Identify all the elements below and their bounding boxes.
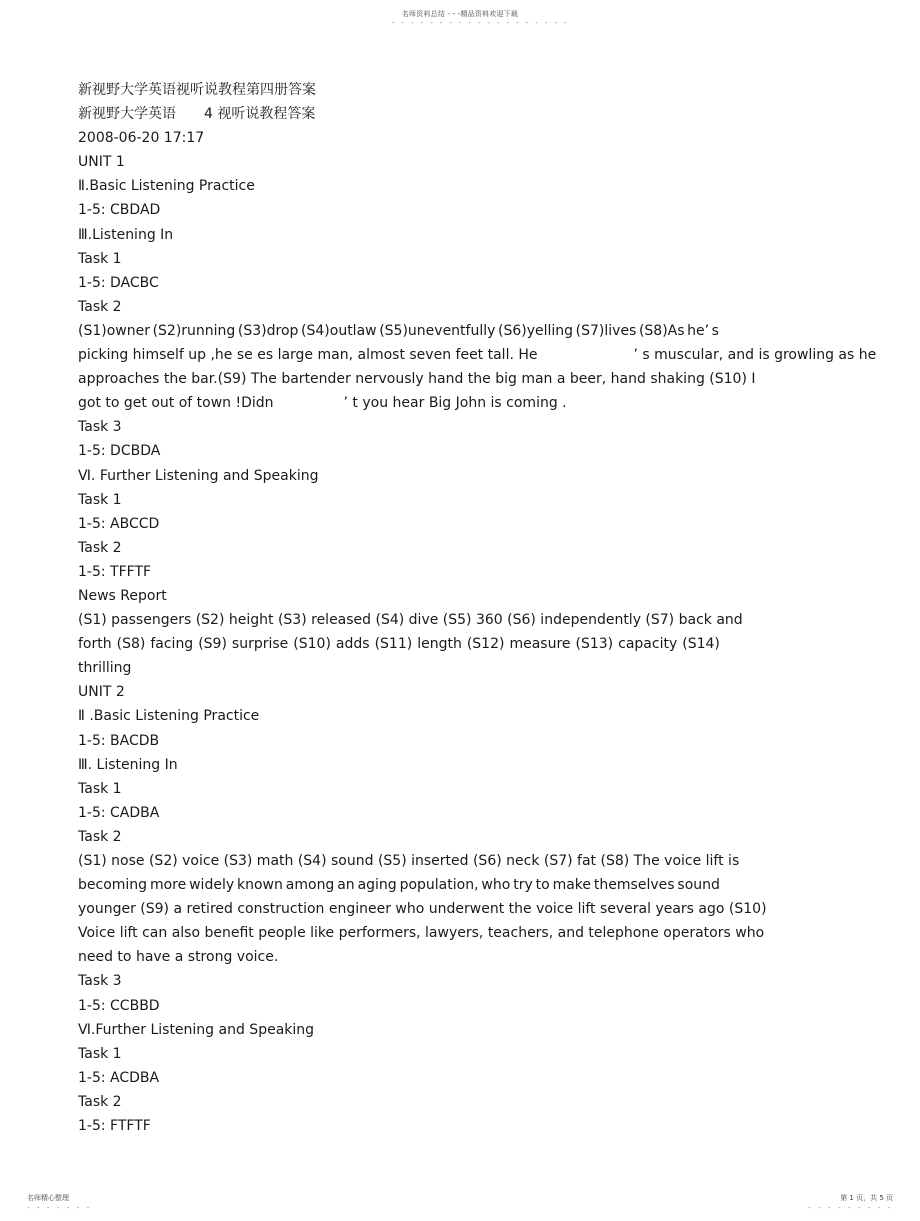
- answer-word: aging: [357, 877, 397, 894]
- answer-word: (S7)lives: [575, 322, 637, 339]
- unit1-task1-answer: 1-5: DACBC: [78, 274, 159, 291]
- unit1-task2-line3: approaches the bar.(S9) The bartender nervously hand the big man a beer, hand shaking (S10) I: [78, 371, 756, 388]
- page-footer-left-dots: - - - - - - -: [27, 1204, 92, 1212]
- unit2-task2-line4: Voice lift can also benefit people like performers, lawyers, teachers, and telephone operators who: [78, 925, 765, 942]
- unit1-further-task1-label: Task 1: [78, 491, 122, 508]
- answer-word: s: [711, 322, 719, 339]
- unit2-task1-label: Task 1: [78, 780, 122, 797]
- answer-word: measure: [509, 636, 571, 653]
- unit1-basic-listening-heading: Ⅱ.Basic Listening Practice: [78, 178, 255, 195]
- unit1-task1-label: Task 1: [78, 250, 122, 267]
- unit1-news-line1: (S1) passengers (S2) height (S3) released (S4) dive (S5) 360 (S6) independently (S7) back and: [78, 612, 743, 629]
- unit2-task3-answer: 1-5: CCBBD: [78, 997, 160, 1014]
- unit2-task2-line3: younger (S9) a retired construction engineer who underwent the voice lift several years ago (S10): [78, 901, 767, 918]
- answer-word: widely: [189, 877, 235, 894]
- unit1-heading: UNIT 1: [78, 154, 125, 171]
- unit1-task2-label: Task 2: [78, 298, 122, 315]
- unit2-task2-line5: need to have a strong voice.: [78, 949, 279, 966]
- answer-word: (S4)outlaw: [301, 322, 377, 339]
- unit2-task2-line1: (S1) nose (S2) voice (S3) math (S4) sound (S5) inserted (S6) neck (S7) fat (S8) The voice lift is: [78, 853, 740, 869]
- answer-word: (S1)owner: [78, 322, 150, 339]
- answer-word: themselves: [593, 877, 675, 894]
- page-header-dots: - - - - - - - - - - - - - - - - - - -: [392, 19, 569, 27]
- text-segment: ’ s muscular, and is growling as he: [633, 347, 877, 364]
- unit2-further-task1-answer: 1-5: ACDBA: [78, 1069, 160, 1086]
- answer-word: capacity: [618, 636, 678, 653]
- unit2-task2-line2: [78, 873, 720, 897]
- unit1-task2-line2: [78, 343, 877, 367]
- unit2-basic-listening-heading: Ⅱ .Basic Listening Practice: [78, 708, 260, 725]
- unit2-further-task2-answer: 1-5: FTFTF: [78, 1118, 151, 1135]
- unit2-listening-in-heading: Ⅲ. Listening In: [78, 756, 178, 773]
- page-number: 第 1 页，共 5 页: [840, 1194, 893, 1202]
- unit1-further-task2-answer: 1-5: TFFTF: [78, 563, 152, 580]
- answer-word: who: [481, 877, 511, 894]
- answer-word: known: [237, 877, 283, 894]
- document-subtitle: [78, 102, 838, 126]
- page-header-banner: 名师资料总结 - - -精品资料欢迎下载: [401, 10, 519, 18]
- page-footer-left: 名师精心整理: [27, 1194, 69, 1202]
- unit2-further-task2-label: Task 2: [78, 1093, 122, 1110]
- answer-word: (S12): [466, 636, 505, 653]
- unit1-news-line3: thrilling: [78, 660, 132, 677]
- unit1-task2-line1: [78, 319, 719, 343]
- unit2-task1-answer: 1-5: CADBA: [78, 804, 160, 821]
- answer-word: length: [417, 636, 462, 653]
- answer-word: facing: [150, 636, 194, 653]
- unit1-news-line2: [78, 632, 720, 656]
- answer-word: an: [337, 877, 355, 894]
- answer-word: (S9): [198, 636, 227, 653]
- unit1-further-task1-answer: 1-5: ABCCD: [78, 515, 160, 532]
- text-segment: got to get out of town !Didn: [78, 395, 274, 412]
- answer-word: (S11): [374, 636, 413, 653]
- answer-word: he’: [687, 322, 710, 339]
- answer-word: among: [285, 877, 335, 894]
- answer-word: adds: [335, 636, 370, 653]
- unit1-listening-in-heading: Ⅲ.Listening In: [78, 226, 174, 243]
- unit1-further-listening-heading: Ⅵ. Further Listening and Speaking: [78, 467, 319, 484]
- answer-word: sound: [677, 877, 720, 894]
- answer-word: to: [535, 877, 550, 894]
- post-date: 2008-06-20 17:17: [78, 130, 205, 147]
- unit2-basic-listening-answer: 1-5: BACDB: [78, 732, 160, 749]
- subtitle-text-a: 新视野大学英语: [78, 106, 176, 123]
- answer-word: (S8): [116, 636, 146, 653]
- unit1-basic-listening-answer: 1-5: CBDAD: [78, 202, 161, 219]
- unit2-further-task1-label: Task 1: [78, 1045, 122, 1062]
- answer-word: population,: [399, 877, 479, 894]
- answer-word: (S13): [575, 636, 614, 653]
- unit1-task3-label: Task 3: [78, 419, 122, 436]
- unit2-task3-label: Task 3: [78, 973, 122, 990]
- answer-word: becoming: [78, 877, 148, 894]
- answer-word: (S8)As: [638, 322, 685, 339]
- page-footer-right-dots: - - - - - - - - -: [808, 1204, 893, 1212]
- unit1-task3-answer: 1-5: DCBDA: [78, 443, 161, 460]
- answer-word: (S5)uneventfully: [379, 322, 496, 339]
- answer-word: surprise: [231, 636, 289, 653]
- answer-word: (S6)yelling: [498, 322, 574, 339]
- subtitle-text-b: 视听说教程答案: [217, 106, 316, 123]
- answer-word: (S3)drop: [237, 322, 299, 339]
- answer-word: try: [513, 877, 533, 894]
- unit2-heading: UNIT 2: [78, 684, 125, 701]
- answer-word: (S2)running: [152, 322, 236, 339]
- unit1-news-report-heading: News Report: [78, 587, 167, 604]
- unit1-task2-line4: [78, 391, 838, 415]
- document-body: [78, 78, 877, 1138]
- unit1-further-task2-label: Task 2: [78, 539, 122, 556]
- unit2-task2-label: Task 2: [78, 828, 122, 845]
- text-segment: ’ t you hear Big John is coming .: [343, 395, 567, 412]
- text-segment: picking himself up ,he se es large man, almost seven feet tall. He: [78, 347, 538, 364]
- answer-word: forth: [78, 636, 112, 653]
- answer-word: make: [552, 877, 592, 894]
- document-title: 新视野大学英语视听说教程第四册答案: [78, 82, 316, 98]
- answer-word: (S10): [293, 636, 331, 653]
- subtitle-volume-number: 4: [204, 106, 213, 123]
- answer-word: (S14): [682, 636, 720, 653]
- answer-word: more: [149, 877, 187, 894]
- unit2-further-listening-heading: Ⅵ.Further Listening and Speaking: [78, 1021, 315, 1038]
